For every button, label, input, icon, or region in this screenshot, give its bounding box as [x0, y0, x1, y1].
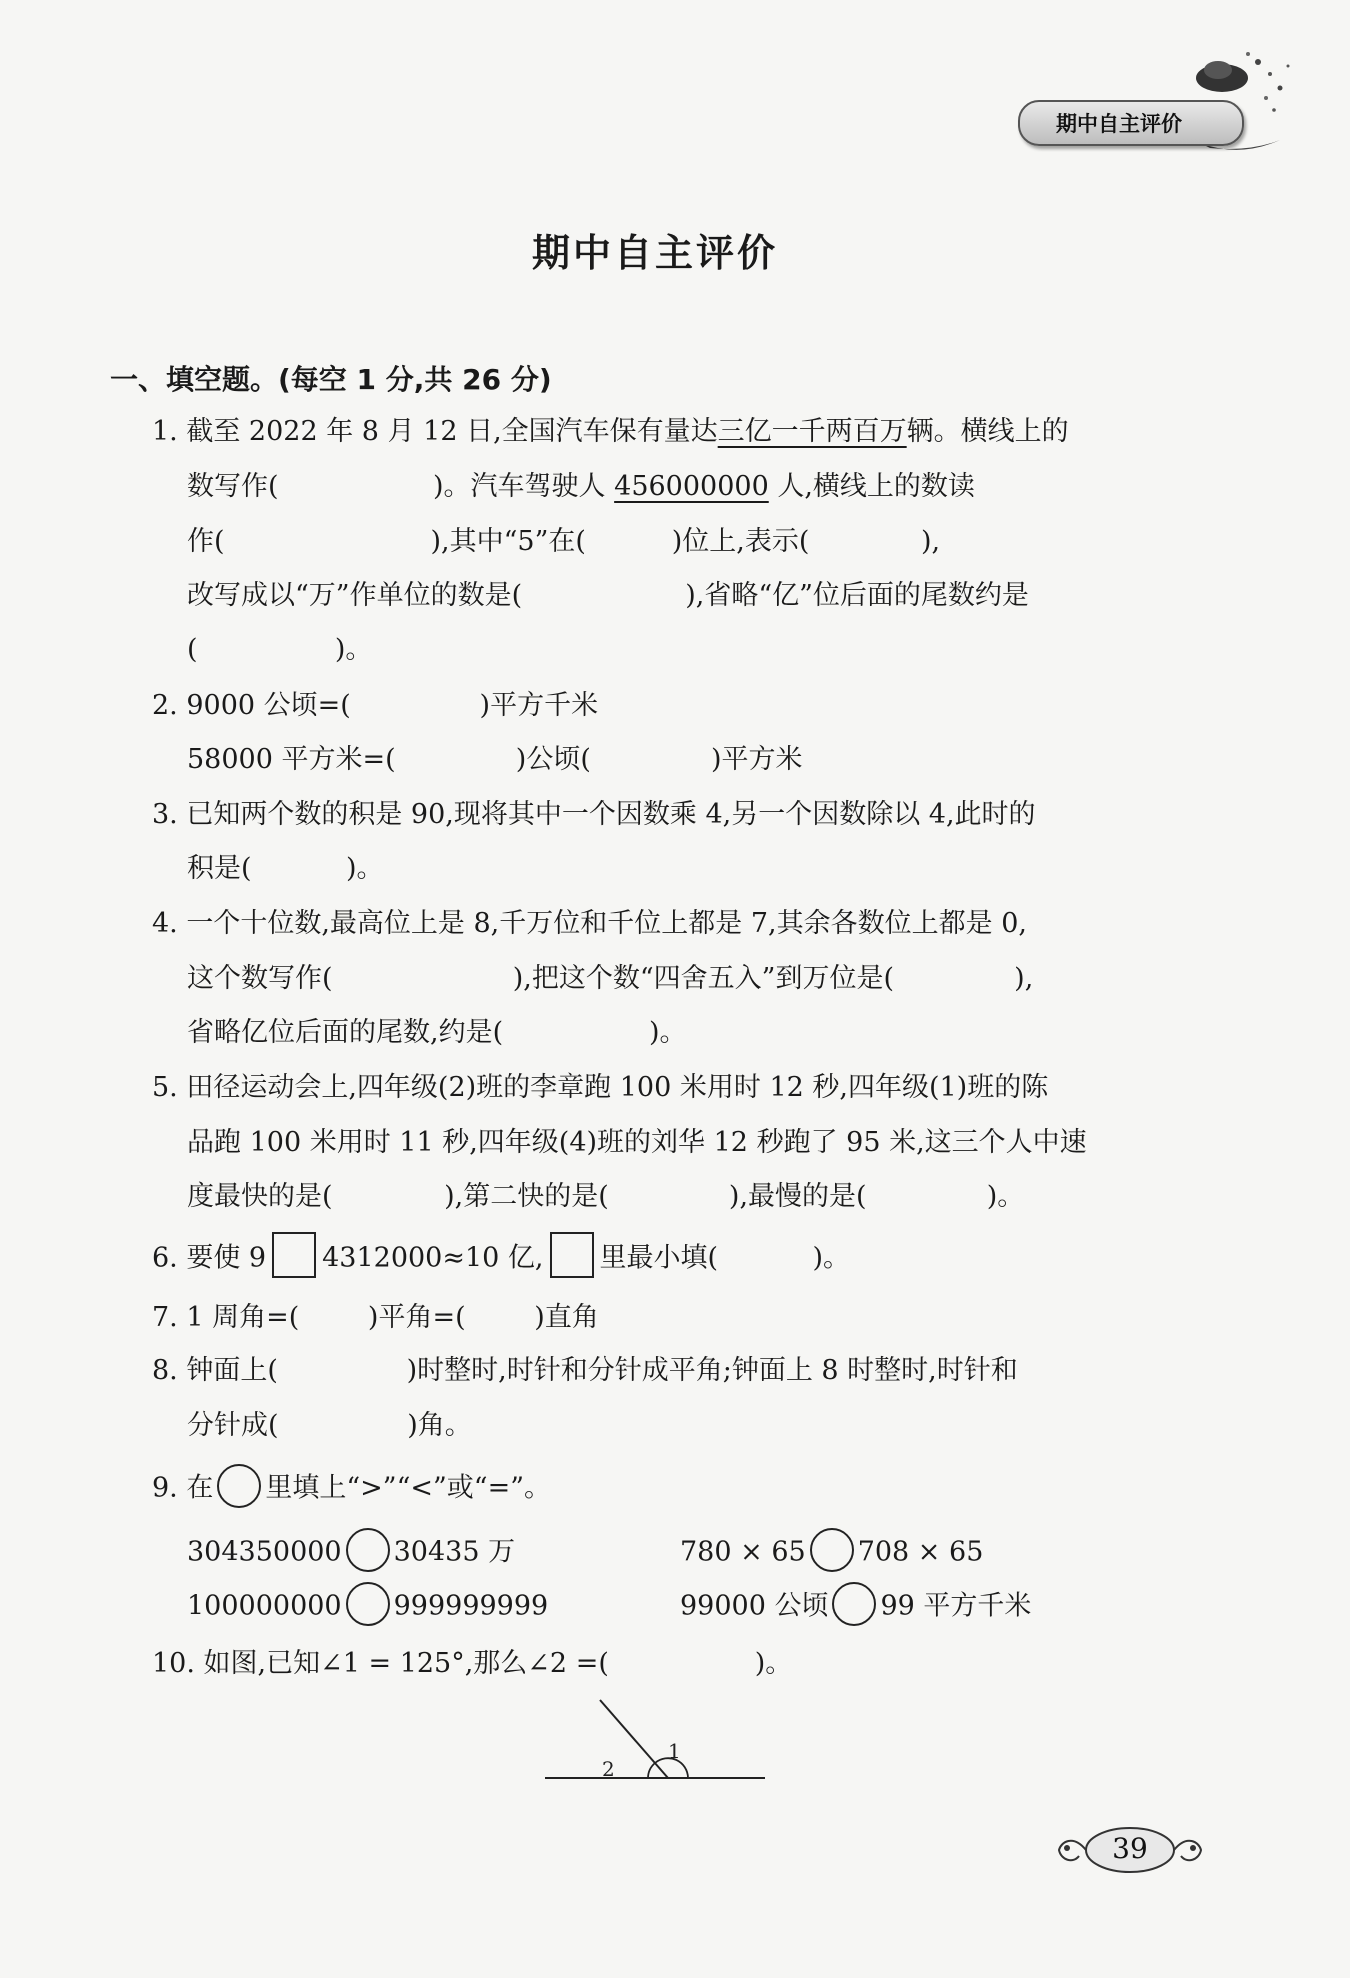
q6-text: 4312000≈10 亿,: [322, 1242, 544, 1274]
q4-line3: 省略亿位后面的尾数,约是( )。: [187, 1017, 687, 1048]
q1-line2: [187, 469, 975, 505]
compare-circle[interactable]: [810, 1528, 854, 1572]
circle-symbol-reference: [217, 1464, 261, 1508]
q5-line2: 品跑 100 米用时 11 秒,四年级(4)班的刘华 12 秒跑了 95 米,这三个人中速: [187, 1127, 1087, 1158]
q9-text: 9. 在: [152, 1472, 214, 1504]
compare-circle[interactable]: [346, 1582, 390, 1626]
q9-row1-left: [187, 1534, 515, 1572]
q3-line1: 3. 已知两个数的积是 90,现将其中一个因数乘 4,另一个因数除以 4,此时的: [152, 799, 1036, 830]
q3-line2: 积是( )。: [187, 853, 384, 884]
answer-box-reference: [550, 1232, 594, 1278]
q9-row1-right: [680, 1534, 983, 1572]
q9-row2-right: [680, 1588, 1031, 1626]
compare-value: 99 平方千米: [880, 1590, 1032, 1622]
q8-line1: 8. 钟面上( )时整时,时针和分针成平角;钟面上 8 时整时,时针和: [152, 1355, 1018, 1386]
q8-line2: 分针成( )角。: [187, 1410, 472, 1441]
q10-line: 10. 如图,已知∠1 = 125°,那么∠2 =( )。: [152, 1648, 793, 1679]
page-number-ornament: [1055, 1820, 1205, 1880]
q4-line1: 4. 一个十位数,最高位上是 8,千万位和千位上都是 7,其余各数位上都是 0,: [152, 908, 1027, 939]
q1-underlined-number-words: 三亿一千两百万: [717, 416, 907, 447]
q1-line5: ( )。: [187, 634, 373, 665]
q9-intro: [152, 1470, 551, 1508]
q1-text: 人,横线上的数读: [768, 471, 975, 502]
q5-line3: 度最快的是( ),第二快的是( ),最慢的是( )。: [187, 1181, 1025, 1212]
q1-line1: [152, 414, 1198, 450]
q2-line1: 2. 9000 公顷=( )平方千米: [152, 690, 599, 721]
compare-value: 304350000: [187, 1536, 342, 1568]
q7-line: 7. 1 周角=( )平角=( )直角: [152, 1302, 599, 1333]
q5-line1: 5. 田径运动会上,四年级(2)班的李章跑 100 米用时 12 秒,四年级(1)班的陈: [152, 1072, 1049, 1103]
q6-text: 6. 要使 9: [152, 1242, 267, 1274]
page-title: 期中自主评价: [531, 231, 778, 275]
compare-value: 99000 公顷: [680, 1590, 829, 1622]
page-number: 39: [1112, 1832, 1148, 1865]
header-tab-label: 期中自主评价: [1056, 112, 1182, 136]
header-tab: [1018, 100, 1244, 146]
compare-value: 780 × 65: [680, 1536, 806, 1568]
compare-value: 30435 万: [393, 1536, 516, 1568]
compare-circle[interactable]: [832, 1582, 876, 1626]
q6-text: 里最小填( )。: [599, 1242, 850, 1274]
angle-label-2: 2: [602, 1757, 615, 1781]
angle2-arc: [648, 1763, 655, 1778]
compare-circle[interactable]: [346, 1528, 390, 1572]
compare-value: 999999999: [393, 1590, 549, 1622]
q9-row2-left: [187, 1588, 548, 1626]
q4-line2: 这个数写作( ),把这个数“四舍五入”到万位是( ),: [187, 963, 1034, 994]
angle-label-1: 1: [668, 1739, 681, 1763]
q1-line3: 作( ),其中“5”在( )位上,表示( ),: [187, 526, 941, 557]
q2-line2: 58000 平方米=( )公顷( )平方米: [187, 744, 803, 775]
compare-value: 708 × 65: [857, 1536, 984, 1568]
answer-box[interactable]: [272, 1232, 316, 1278]
section-heading: 一、填空题。(每空 1 分,共 26 分): [110, 363, 552, 396]
q1-text: 1. 截至 2022 年 8 月 12 日,全国汽车保有量达: [152, 416, 718, 447]
angle-figure: [540, 1698, 770, 1788]
q1-line4: 改写成以“万”作单位的数是( ),省略“亿”位后面的尾数约是: [187, 580, 1029, 611]
q1-underlined-number: 456000000: [614, 471, 769, 502]
compare-value: 100000000: [187, 1590, 342, 1622]
q9-text: 里填上“>”“<”或“=”。: [265, 1472, 552, 1504]
q6-line: [152, 1240, 850, 1278]
q1-text: 辆。横线上的: [906, 416, 1069, 447]
q1-text: 数写作( )。汽车驾驶人: [187, 471, 615, 502]
